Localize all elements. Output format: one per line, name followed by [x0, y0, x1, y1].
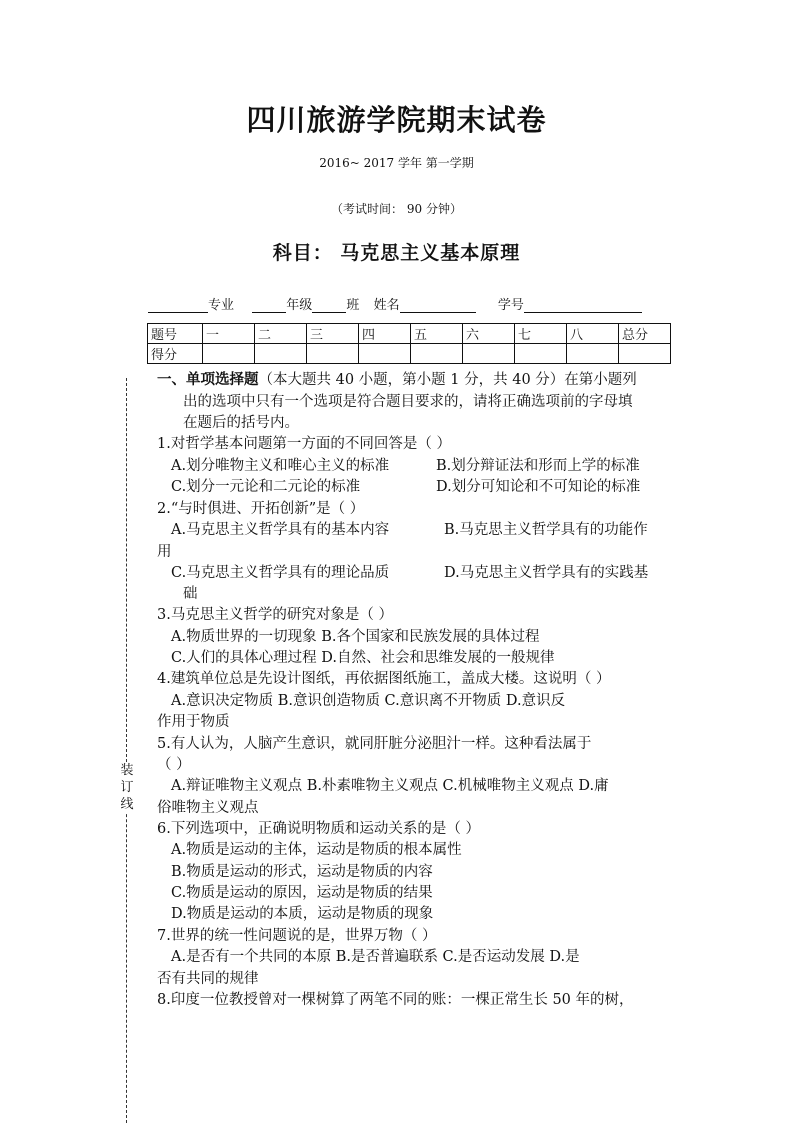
q1-stem: 1.对哲学基本问题第一方面的不同回答是（ ）: [157, 436, 451, 452]
section-heading-line: [157, 368, 637, 389]
student-info-line: [148, 294, 642, 313]
q8-stem: 8.印度一位教授曾对一棵树算了两笔不同的账：一棵正常生长 50 年的树，: [157, 992, 634, 1008]
score-header-cell: 总分: [619, 324, 671, 344]
major-blank[interactable]: [148, 299, 208, 313]
score-header-cell: 五: [411, 324, 463, 344]
q2-option-a: A.马克思主义哲学具有的基本内容: [171, 522, 390, 538]
score-header-cell: 三: [307, 324, 359, 344]
score-table: [147, 323, 671, 364]
score-cell[interactable]: [359, 344, 411, 364]
score-header-cell: 四: [359, 324, 411, 344]
binding-char: 装: [120, 763, 134, 778]
q2-option-b-cont: 用: [157, 544, 172, 560]
id-label: 学号: [497, 298, 524, 313]
section-heading: 一、单项选择题: [157, 371, 259, 388]
major-label: 专业: [208, 298, 235, 313]
score-header-cell: 六: [463, 324, 515, 344]
score-cell[interactable]: [411, 344, 463, 364]
q6-option-a: A.物质是运动的主体，运动是物质的根本属性: [171, 842, 462, 858]
score-table-score-row: [148, 344, 671, 364]
id-blank[interactable]: [524, 299, 642, 313]
score-header-cell: 七: [515, 324, 567, 344]
score-cell[interactable]: [255, 344, 307, 364]
q2-stem: 2.“与时俱进、开拓创新”是（ ）: [157, 501, 365, 517]
grade-label: 年级: [286, 298, 313, 313]
q1-option-a: A.划分唯物主义和唯心主义的标准: [171, 458, 390, 474]
q5-options-cont: 俗唯物主义观点: [157, 800, 259, 816]
q5-options: A.辩证唯物主义观点 B.朴素唯物主义观点 C.机械唯物主义观点 D.庸: [171, 778, 609, 794]
exam-time: （考试时间： 90 分钟）: [331, 202, 462, 216]
score-cell[interactable]: [515, 344, 567, 364]
q2-option-c: C.马克思主义哲学具有的理论品质: [171, 565, 390, 581]
q5-paren: （ ）: [157, 757, 191, 773]
q2-option-d: D.马克思主义哲学具有的实践基: [444, 565, 649, 581]
q2-option-b: B.马克思主义哲学具有的功能作: [444, 522, 648, 538]
q6-option-d: D.物质是运动的本质，运动是物质的现象: [171, 906, 434, 922]
section-note-line3: 在题后的括号内。: [183, 415, 299, 431]
q3-options-ab: A.物质世界的一切现象 B.各个国家和民族发展的具体过程: [171, 629, 540, 645]
q4-options-cont: 作用于物质: [157, 714, 230, 730]
binding-char: 订: [120, 780, 134, 795]
class-blank[interactable]: [312, 299, 346, 313]
class-label: 班: [346, 298, 360, 313]
q6-stem: 6.下列选项中，正确说明物质和运动关系的是（ ）: [157, 821, 480, 837]
q3-options-cd: C.人们的具体心理过程 D.自然、社会和思维发展的一般规律: [171, 650, 555, 666]
q3-stem: 3.马克思主义哲学的研究对象是（ ）: [157, 607, 393, 623]
q5-stem: 5.有人认为，人脑产生意识，就同肝脏分泌胆汁一样。这种看法属于: [157, 736, 592, 752]
score-header-cell: 二: [255, 324, 307, 344]
section-note: （本大题共 40 小题，第小题 1 分，共 40 分）在第小题列: [258, 372, 637, 388]
score-table-header-row: [148, 324, 671, 344]
score-header-cell: 八: [567, 324, 619, 344]
score-cell[interactable]: [203, 344, 255, 364]
score-cell[interactable]: [619, 344, 671, 364]
score-cell[interactable]: [307, 344, 359, 364]
q2-option-d-cont: 础: [183, 586, 198, 602]
q1-option-b: B.划分辩证法和形而上学的标准: [436, 458, 640, 474]
q4-options: A.意识决定物质 B.意识创造物质 C.意识离不开物质 D.意识反: [171, 693, 566, 709]
exam-subject: 科目： 马克思主义基本原理: [272, 242, 521, 264]
q4-stem: 4.建筑单位总是先设计图纸，再依据图纸施工，盖成大楼。这说明（ ）: [157, 671, 611, 687]
q1-option-d: D.划分可知论和不可知论的标准: [436, 479, 641, 495]
binding-char: 线: [120, 797, 134, 812]
score-cell[interactable]: [567, 344, 619, 364]
q7-options: A.是否有一个共同的本原 B.是否普遍联系 C.是否运动发展 D.是: [171, 949, 580, 965]
name-blank[interactable]: [400, 299, 476, 313]
q1-option-c: C.划分一元论和二元论的标准: [171, 479, 361, 495]
binding-label: [120, 762, 134, 813]
binding-dashed-line: [126, 378, 127, 1123]
score-header-cell: 题号: [148, 324, 203, 344]
q7-options-cont: 否有共同的规律: [157, 971, 259, 987]
score-header-cell: 一: [203, 324, 255, 344]
score-cell[interactable]: [463, 344, 515, 364]
score-row-label: 得分: [148, 344, 203, 364]
q7-stem: 7.世界的统一性问题说的是，世界万物（ ）: [157, 928, 437, 944]
exam-title: 四川旅游学院期末试卷: [246, 103, 547, 137]
q6-option-c: C.物质是运动的原因，运动是物质的结果: [171, 885, 433, 901]
grade-blank[interactable]: [252, 299, 286, 313]
academic-year: 2016~ 2017 学年 第一学期: [319, 156, 474, 170]
q6-option-b: B.物质是运动的形式，运动是物质的内容: [171, 864, 433, 880]
name-label: 姓名: [373, 298, 400, 313]
section-note-line2: 出的选项中只有一个选项是符合题目要求的，请将正确选项前的字母填: [183, 394, 633, 410]
